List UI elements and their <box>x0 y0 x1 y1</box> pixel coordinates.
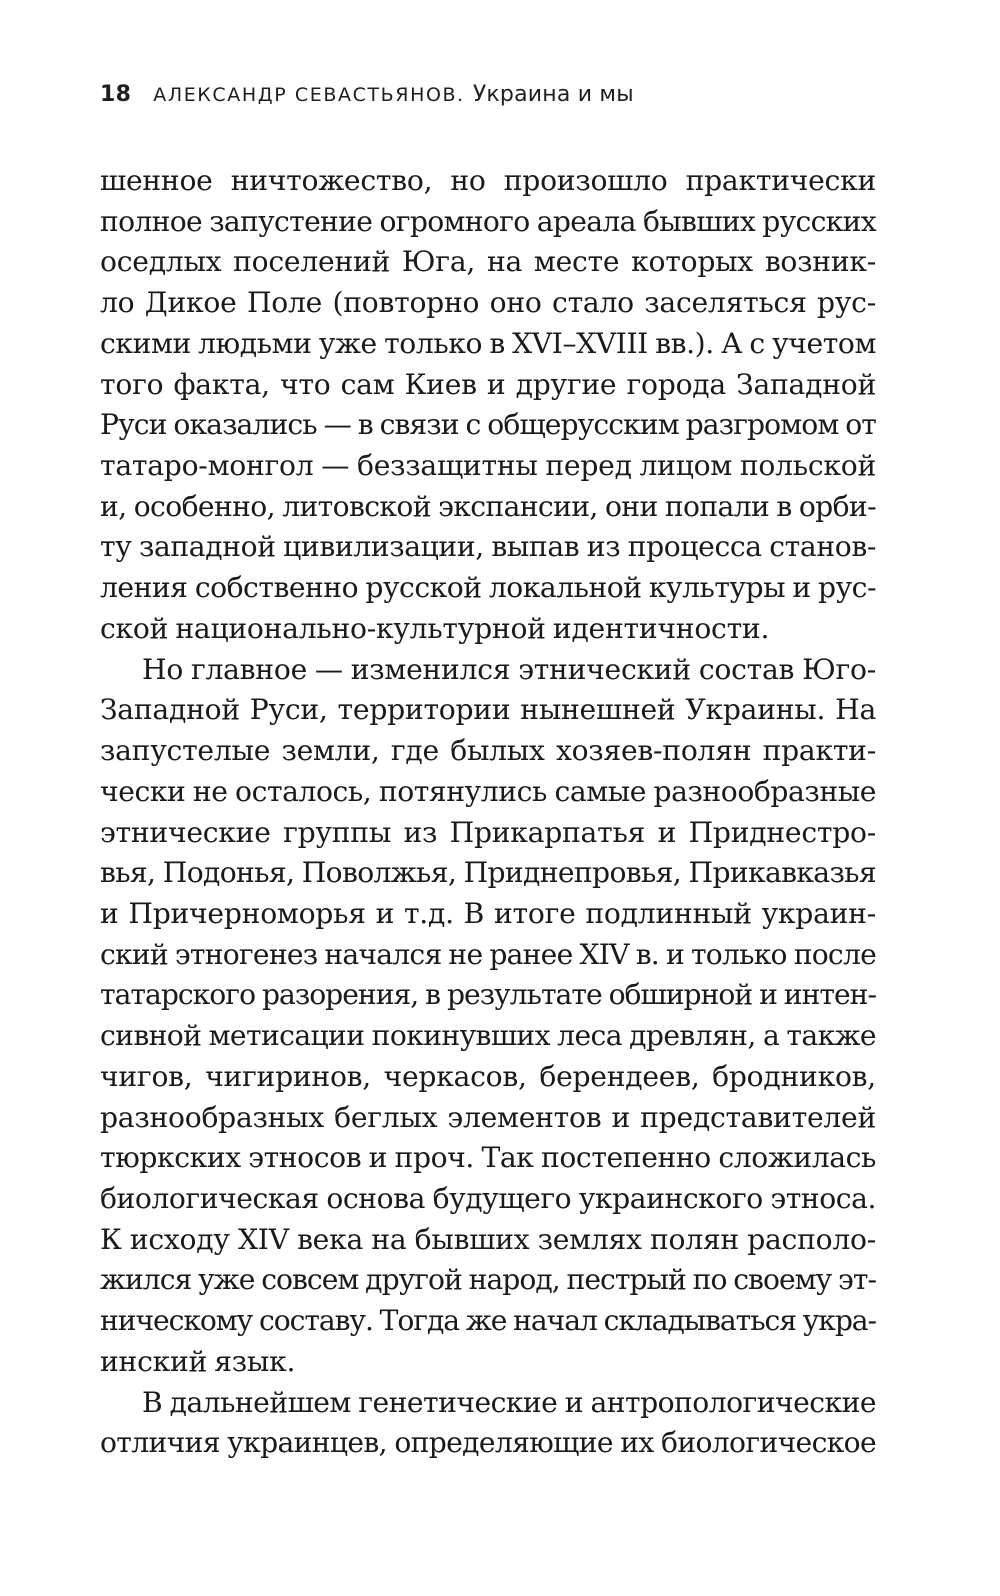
text-line: и, особенно, литовской экспансии, они попали в орби- <box>100 489 876 523</box>
text-line: жился уже совсем другой народ, пестрый по своему эт- <box>100 1263 876 1297</box>
text-line: ления собственно русской локальной культуры и рус- <box>100 571 876 605</box>
running-head <box>100 82 634 118</box>
text-line: сивной метисации покинувших леса древлян, а также <box>100 1019 876 1053</box>
text-line: вья, Подонья, Поволжья, Приднепровья, Прикавказья <box>100 856 876 890</box>
text-line: чески не осталось, потянулись самые разнообразные <box>100 774 876 808</box>
text-line: отличия украинцев, определяющие их биологическое <box>100 1426 876 1460</box>
text-line: татарского разорения, в результате обширной и интен- <box>100 978 876 1012</box>
text-line: ническому составу. Тогда же начал складываться укра- <box>100 1304 876 1338</box>
text-line: ту западной цивилизации, выпав из процесса станов- <box>100 530 876 564</box>
running-head-author: АЛЕКСАНДР СЕВАСТЬЯНОВ. <box>153 84 465 106</box>
paragraph-first-line: Но главное — изменился этнический состав Юго- <box>142 652 876 686</box>
text-line: запустелые земли, где былых хозяев-полян практи- <box>100 734 876 768</box>
text-line: скими людьми уже только в XVI–XVIII вв.). А с учетом <box>100 326 876 360</box>
text-line: этнические группы из Прикарпатья и Приднестро- <box>100 815 876 849</box>
text-line: К исходу XIV века на бывших землях полян располо- <box>100 1222 876 1256</box>
paragraph-last-line: инский язык. <box>100 1344 296 1378</box>
text-line: Руси оказались — в связи с общерусским разгромом от <box>100 408 876 442</box>
text-line: ло Дикое Поле (повторно оно стало заселяться рус- <box>100 286 876 320</box>
text-line: разнообразных беглых элементов и представителей <box>100 1100 876 1134</box>
page-number: 18 <box>100 82 132 107</box>
running-head-title: Украина и мы <box>472 82 634 107</box>
text-line: шенное ничтожество, но произошло практически <box>100 164 876 197</box>
text-line: биологическая основа будущего украинского этноса. <box>100 1181 876 1215</box>
paragraph-first-line: В дальнейшем генетические и антропологические <box>142 1385 876 1419</box>
body-text <box>100 161 876 1464</box>
text-line: оседлых поселений Юга, на месте которых возник- <box>100 245 876 279</box>
text-line: чигов, чигиринов, черкасов, берендеев, бродников, <box>100 1059 876 1093</box>
text-line: того факта, что сам Киев и другие города Западной <box>100 367 876 401</box>
paragraph-last-line: ской национально-культурной идентичности. <box>100 611 770 645</box>
text-line: полное запустение огромного ареала бывших русских <box>100 204 876 238</box>
text-line: ский этногенез начался не ранее XIV в. и только после <box>100 937 876 971</box>
text-line: татаро-монгол — беззащитны перед лицом польской <box>100 449 876 483</box>
text-line: Западной Руси, территории нынешней Украины. На <box>100 693 876 727</box>
text-line: тюркских этносов и проч. Так постепенно сложилась <box>100 1141 876 1175</box>
text-line: и Причерноморья и т.д. В итоге подлинный украин- <box>100 896 876 930</box>
